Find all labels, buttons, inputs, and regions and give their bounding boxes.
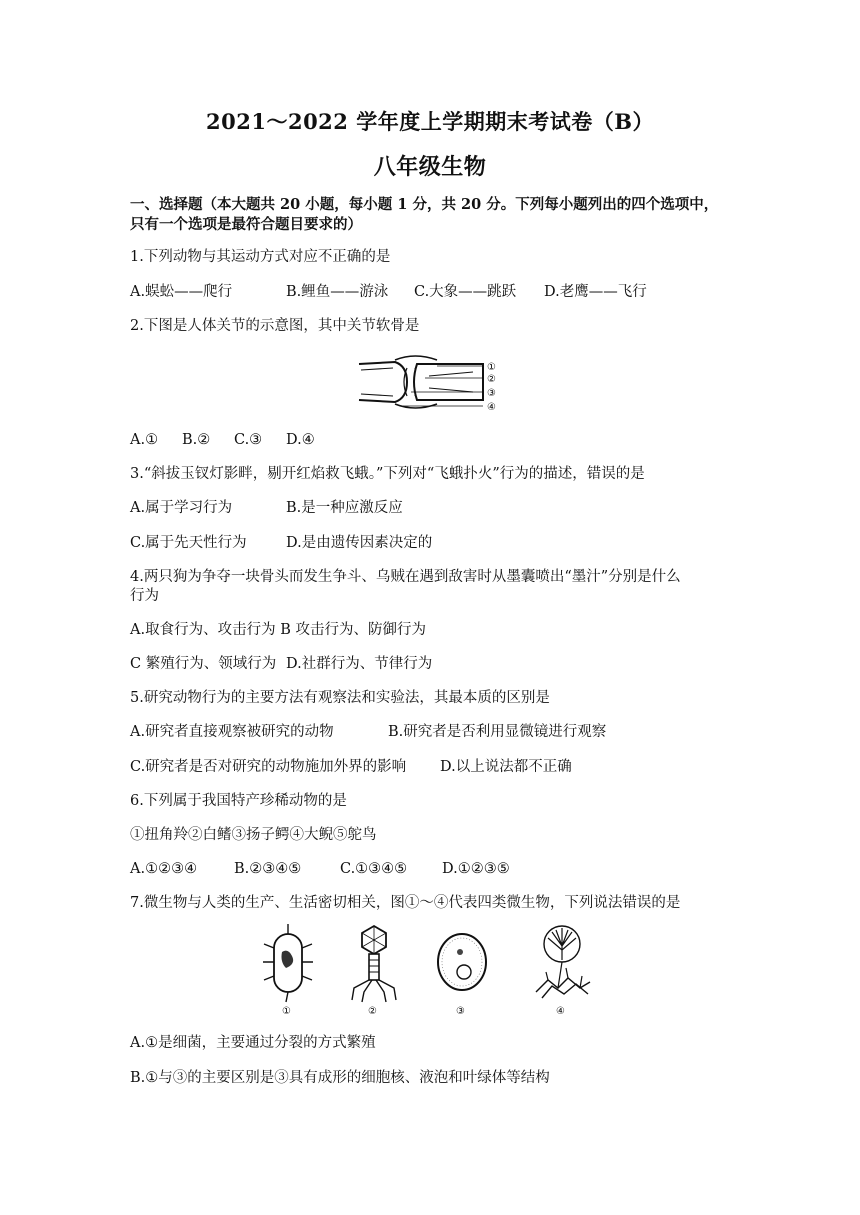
question-2-stem: 2.下图是人体关节的示意图，其中关节软骨是 bbox=[130, 318, 420, 334]
option-d: D.是由遗传因素决定的 bbox=[286, 535, 433, 551]
question-7-option-b: B.①与③的主要区别是③具有成形的细胞核、液泡和叶绿体等结构 bbox=[130, 1070, 550, 1086]
figure-label-3: ③ bbox=[456, 1006, 465, 1017]
option-c: C.研究者是否对研究的动物施加外界的影响 bbox=[130, 759, 407, 775]
section-heading-line2: 只有一个选项是最符合题目要求的） bbox=[130, 216, 362, 233]
question-3-stem: 3.“斜拔玉钗灯影畔，剔开红焰救飞蛾。”下列对“飞蛾扑火”行为的描述，错误的是 bbox=[130, 466, 645, 482]
question-5-options-cd bbox=[130, 758, 572, 776]
figure-label-4: ④ bbox=[556, 1006, 565, 1017]
option-b: B.② bbox=[182, 432, 211, 448]
mold-drawing bbox=[536, 926, 590, 1017]
joint-diagram bbox=[355, 352, 505, 414]
microorganism-figure bbox=[262, 922, 602, 1018]
joint-label-1: ① bbox=[487, 362, 496, 373]
joint-label-3: ③ bbox=[487, 388, 496, 399]
option-a: A.属于学习行为 bbox=[130, 500, 233, 516]
option-a: A.①②③④ bbox=[130, 861, 198, 877]
figure-label-1: ① bbox=[282, 1006, 291, 1017]
question-7-option-a: A.①是细菌，主要通过分裂的方式繁殖 bbox=[130, 1035, 376, 1051]
joint-label-2: ② bbox=[487, 374, 496, 385]
option-d: D.④ bbox=[286, 432, 315, 448]
question-3-options-cd bbox=[130, 534, 432, 552]
question-6-items: ①扭角羚②白鳍③扬子鳄④大鲵⑤鸵鸟 bbox=[130, 827, 377, 843]
option-c: C.③ bbox=[234, 432, 263, 448]
option-d: D.老鹰——飞行 bbox=[544, 284, 647, 300]
question-7-stem: 7.微生物与人类的生产、生活密切相关，图①～④代表四类微生物，下列说法错误的是 bbox=[130, 895, 681, 911]
question-5-stem: 5.研究动物行为的主要方法有观察法和实验法，其最本质的区别是 bbox=[130, 690, 550, 706]
figure-label-2: ② bbox=[368, 1006, 377, 1017]
option-c: C 繁殖行为、领域行为 bbox=[130, 656, 277, 672]
option-b: B.是一种应激反应 bbox=[286, 500, 403, 516]
option-b: B.鲤鱼——游泳 bbox=[286, 284, 389, 300]
option-c: C.大象——跳跃 bbox=[414, 284, 517, 300]
question-6-stem: 6.下列属于我国特产珍稀动物的是 bbox=[130, 793, 347, 809]
option-c: C.属于先天性行为 bbox=[130, 535, 247, 551]
question-3-options-ab bbox=[130, 499, 403, 517]
option-b: B.研究者是否利用显微镜进行观察 bbox=[388, 724, 607, 740]
bacteriophage-drawing bbox=[352, 926, 396, 1017]
question-6-options bbox=[130, 860, 510, 878]
question-4-stem-line1: 4.两只狗为争夺一块骨头而发生争斗、乌贼在遇到敌害时从墨囊喷出“墨汁”分别是什么 bbox=[130, 569, 681, 585]
option-d: D.以上说法都不正确 bbox=[440, 759, 572, 775]
question-1-options bbox=[130, 283, 647, 301]
option-c: C.①③④⑤ bbox=[340, 861, 408, 877]
question-5-options-ab bbox=[130, 723, 606, 741]
question-4-options-ab: A.取食行为、攻击行为 B 攻击行为、防御行为 bbox=[130, 622, 426, 638]
section-heading-line1: 一、选择题（本大题共 20 小题，每小题 1 分，共 20 分。下列每小题列出的四个选项中， bbox=[130, 196, 719, 213]
yeast-drawing bbox=[438, 934, 486, 1017]
option-d: D.社群行为、节律行为 bbox=[286, 656, 433, 672]
page-title: 2021～2022 学年度上学期期末考试卷（B） bbox=[206, 109, 654, 134]
page-subtitle: 八年级生物 bbox=[373, 154, 487, 180]
question-2-options bbox=[130, 431, 315, 449]
bacterium-drawing bbox=[263, 924, 313, 1017]
question-4-stem-line2: 行为 bbox=[130, 588, 159, 604]
option-a: A.研究者直接观察被研究的动物 bbox=[130, 724, 334, 740]
option-b: B.②③④⑤ bbox=[234, 861, 302, 877]
question-4-options-cd bbox=[130, 655, 432, 673]
joint-label-4: ④ bbox=[487, 402, 496, 413]
option-d: D.①②③⑤ bbox=[442, 861, 510, 877]
question-1-stem: 1.下列动物与其运动方式对应不正确的是 bbox=[130, 249, 391, 265]
option-a: A.① bbox=[130, 432, 159, 448]
option-a: A.蜈蚣——爬行 bbox=[130, 284, 233, 300]
